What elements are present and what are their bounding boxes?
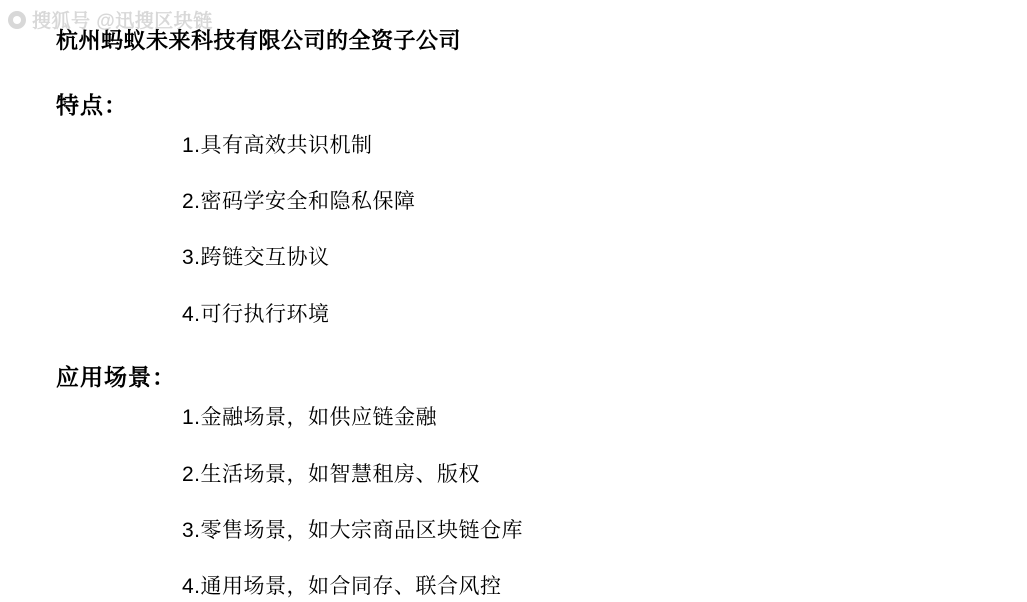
list-item: 4.可行执行环境	[182, 302, 330, 326]
features-list	[56, 132, 987, 329]
list-item: 3.跨链交互协议	[182, 246, 330, 270]
list-item: 1.金融场景，如供应链金融	[182, 406, 438, 430]
circle-logo-icon	[8, 11, 26, 29]
page-title: 杭州蚂蚁未来科技有限公司的全资子公司	[56, 28, 462, 53]
list-item: 1.具有高效共识机制	[182, 133, 373, 157]
section-title-features: 特点：	[56, 91, 128, 118]
use-cases-list	[56, 404, 987, 601]
watermark	[8, 6, 213, 33]
list-item: 3.零售场景，如大宗商品区块链仓库	[182, 518, 524, 542]
list-item: 2.生活场景，如智慧租房、版权	[182, 462, 481, 486]
section-title-use-cases: 应用场景：	[56, 364, 176, 391]
watermark-text: 搜狐号 @迅搜区块链	[32, 11, 213, 32]
list-item: 4.通用场景，如合同存、联合风控	[182, 575, 502, 599]
list-item: 2.密码学安全和隐私保障	[182, 190, 416, 214]
